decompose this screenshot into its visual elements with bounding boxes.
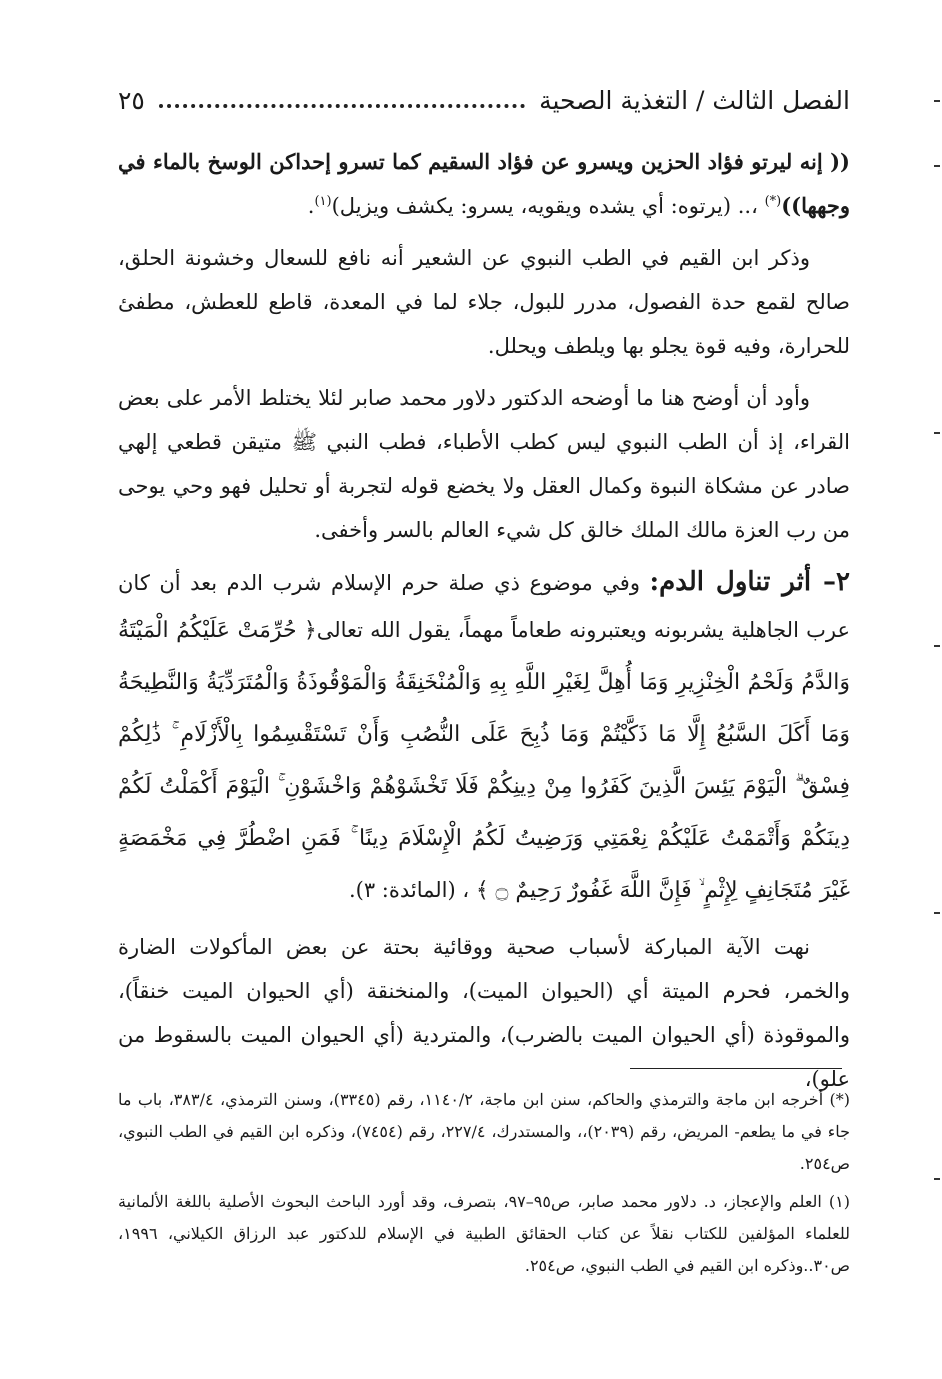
margin-mark: [934, 645, 940, 647]
footnote-star: (*) أخرجه ابن ماجة والترمذي والحاكم، سنن ابن ماجة، ١١٤٠/٢، رقم (٣٣٤٥)، وسنن الترمذي، ٣٨٣/٤، باب ما جاء في ما يطعم- المريض، رقم (٢٠٣٩)،، والمستدرك، ٢٢٧/٤، رقم (٧٤٥٤)، وذكره ابن القيم في الطب النبوي، ص٢٥٤.: [118, 1090, 851, 1173]
footnotes: [118, 1084, 850, 1288]
hadith-end: .: [307, 194, 315, 218]
hadith-paragraph: [118, 140, 850, 228]
page-number: ٢٥: [118, 85, 145, 115]
margin-mark: [934, 912, 940, 914]
margin-mark: [934, 165, 940, 167]
running-header: [118, 80, 850, 120]
footnote-separator: [630, 1068, 842, 1069]
verse-open-bracket: ﴿: [303, 618, 317, 643]
header-dotted-leader: [159, 104, 525, 108]
main-text: [118, 140, 850, 1109]
quran-verse: حُرِّمَتْ عَلَيْكُمُ الْمَيْتَةُ وَالدَّمُ وَلَحْمُ الْخِنْزِيرِ وَمَا أُهِلَّ لِغَيْرِ اللَّهِ بِهِ وَالْمُنْخَنِقَةُ وَالْمَوْقُوذَةُ وَالْمُتَرَدِّيَةُ وَالنَّطِيحَةُ وَمَا أَكَلَ السَّبُعُ إِلَّا مَا ذَكَّيْتُمْ وَمَا ذُبِحَ عَلَى النُّصُبِ وَأَنْ تَسْتَقْسِمُوا بِالْأَزْلَامِ ۚ ذَٰلِكُمْ فِسْقٌ ۗ الْيَوْمَ يَئِسَ الَّذِينَ كَفَرُوا مِنْ دِينِكُمْ فَلَا تَخْشَوْهُمْ وَاخْشَوْنِ ۚ الْيَوْمَ أَكْمَلْتُ لَكُمْ دِينَكُمْ وَأَتْمَمْتُ عَلَيْكُمْ نِعْمَتِي وَرَضِيتُ لَكُمُ الْإِسْلَامَ دِينًا ۚ فَمَنِ اضْطُرَّ فِي مَخْمَصَةٍ غَيْرَ مُتَجَانِفٍ لِإِثْمٍ ۙ فَإِنَّ اللَّهَ غَفُورٌ رَحِيمٌ ۝: [118, 618, 850, 903]
verse-close-bracket: ﴾: [475, 878, 489, 903]
paragraph-clarification: وأود أن أوضح هنا ما أوضحه الدكتور دلاور محمد صابر لئلا يختلط الأمر على بعض القراء، إذ أن الطب النبوي ليس كطب الأطباء، فطب النبي ﷺ متيقن قطعي إلهي صادر عن مشكاة النبوة وكمال العقل ولا يخضع قوله لتجربة أو تحليل فهو وحي يوحى من رب العزة مالك الملك خالق كل شيء العالم بالسر وأخفى.: [118, 386, 850, 542]
hadith-gloss: ،.. (يرتوه: أي يشده ويقويه، يسرو: يكشف ويزيل): [331, 194, 758, 218]
section-paragraph: [118, 560, 850, 917]
section-heading: ٢– أثر تناول الدم:: [649, 567, 850, 597]
verse-reference: ، (المائدة: ٣).: [348, 878, 470, 902]
paragraph-verse-explanation: نهت الآية المباركة لأسباب صحية ووقائية بحتة عن بعض المأكولات الضارة والخمر، فحرم الميتة أي (الحيوان الميت)، والمنخنقة (أي الحيوان الميت خنقاً)، والموقوذة (أي الحيوان الميت بالضرب)، والمتردية (أي الحيوان الميت بالسقوط من علو)،: [118, 935, 850, 1091]
hadith-quote: (( إنه ليرتو فؤاد الحزين ويسرو عن فؤاد السقيم كما تسرو إحداكن الوسخ بالماء في وجهها)): [118, 149, 850, 218]
footnote-ref-star[interactable]: (*): [764, 194, 782, 209]
margin-mark: [934, 100, 940, 102]
chapter-title: الفصل الثالث / التغذية الصحية: [539, 85, 850, 115]
paragraph-ibn-qayyim: وذكر ابن القيم في الطب النبوي عن الشعير أنه نافع للسعال وخشونة الحلق، صالح لقمع حدة الفصول، مدرر للبول، جلاء لما في المعدة، قاطع للعطش، مطفئ للحرارة، وفيه قوة يجلو بها ويلطف ويحلل.: [118, 246, 850, 358]
margin-mark: [934, 1178, 940, 1180]
footnote-one: (١) العلم والإعجاز، د. دلاور محمد صابر، ص٩٥–٩٧، بتصرف، وقد أورد الباحث البحوث الأصلية باللغة الألمانية للعلماء المؤلفين للكتاب نقلاً عن كتاب الحقائق الطبية في الإسلام للدكتور عبد الرزاق الكيلاني، ١٩٩٦، ص٣٠..وذكره ابن القيم في الطب النبوي، ص٢٥٤.: [118, 1192, 850, 1275]
footnote-ref-one[interactable]: (١): [314, 194, 332, 209]
margin-mark: [934, 432, 940, 434]
section-intro: وفي موضوع ذي صلة حرم الإسلام شرب الدم بعد أن كان عرب الجاهلية يشربونه ويعتبرونه طعاماً مهماً، يقول الله تعالى: [118, 571, 850, 642]
